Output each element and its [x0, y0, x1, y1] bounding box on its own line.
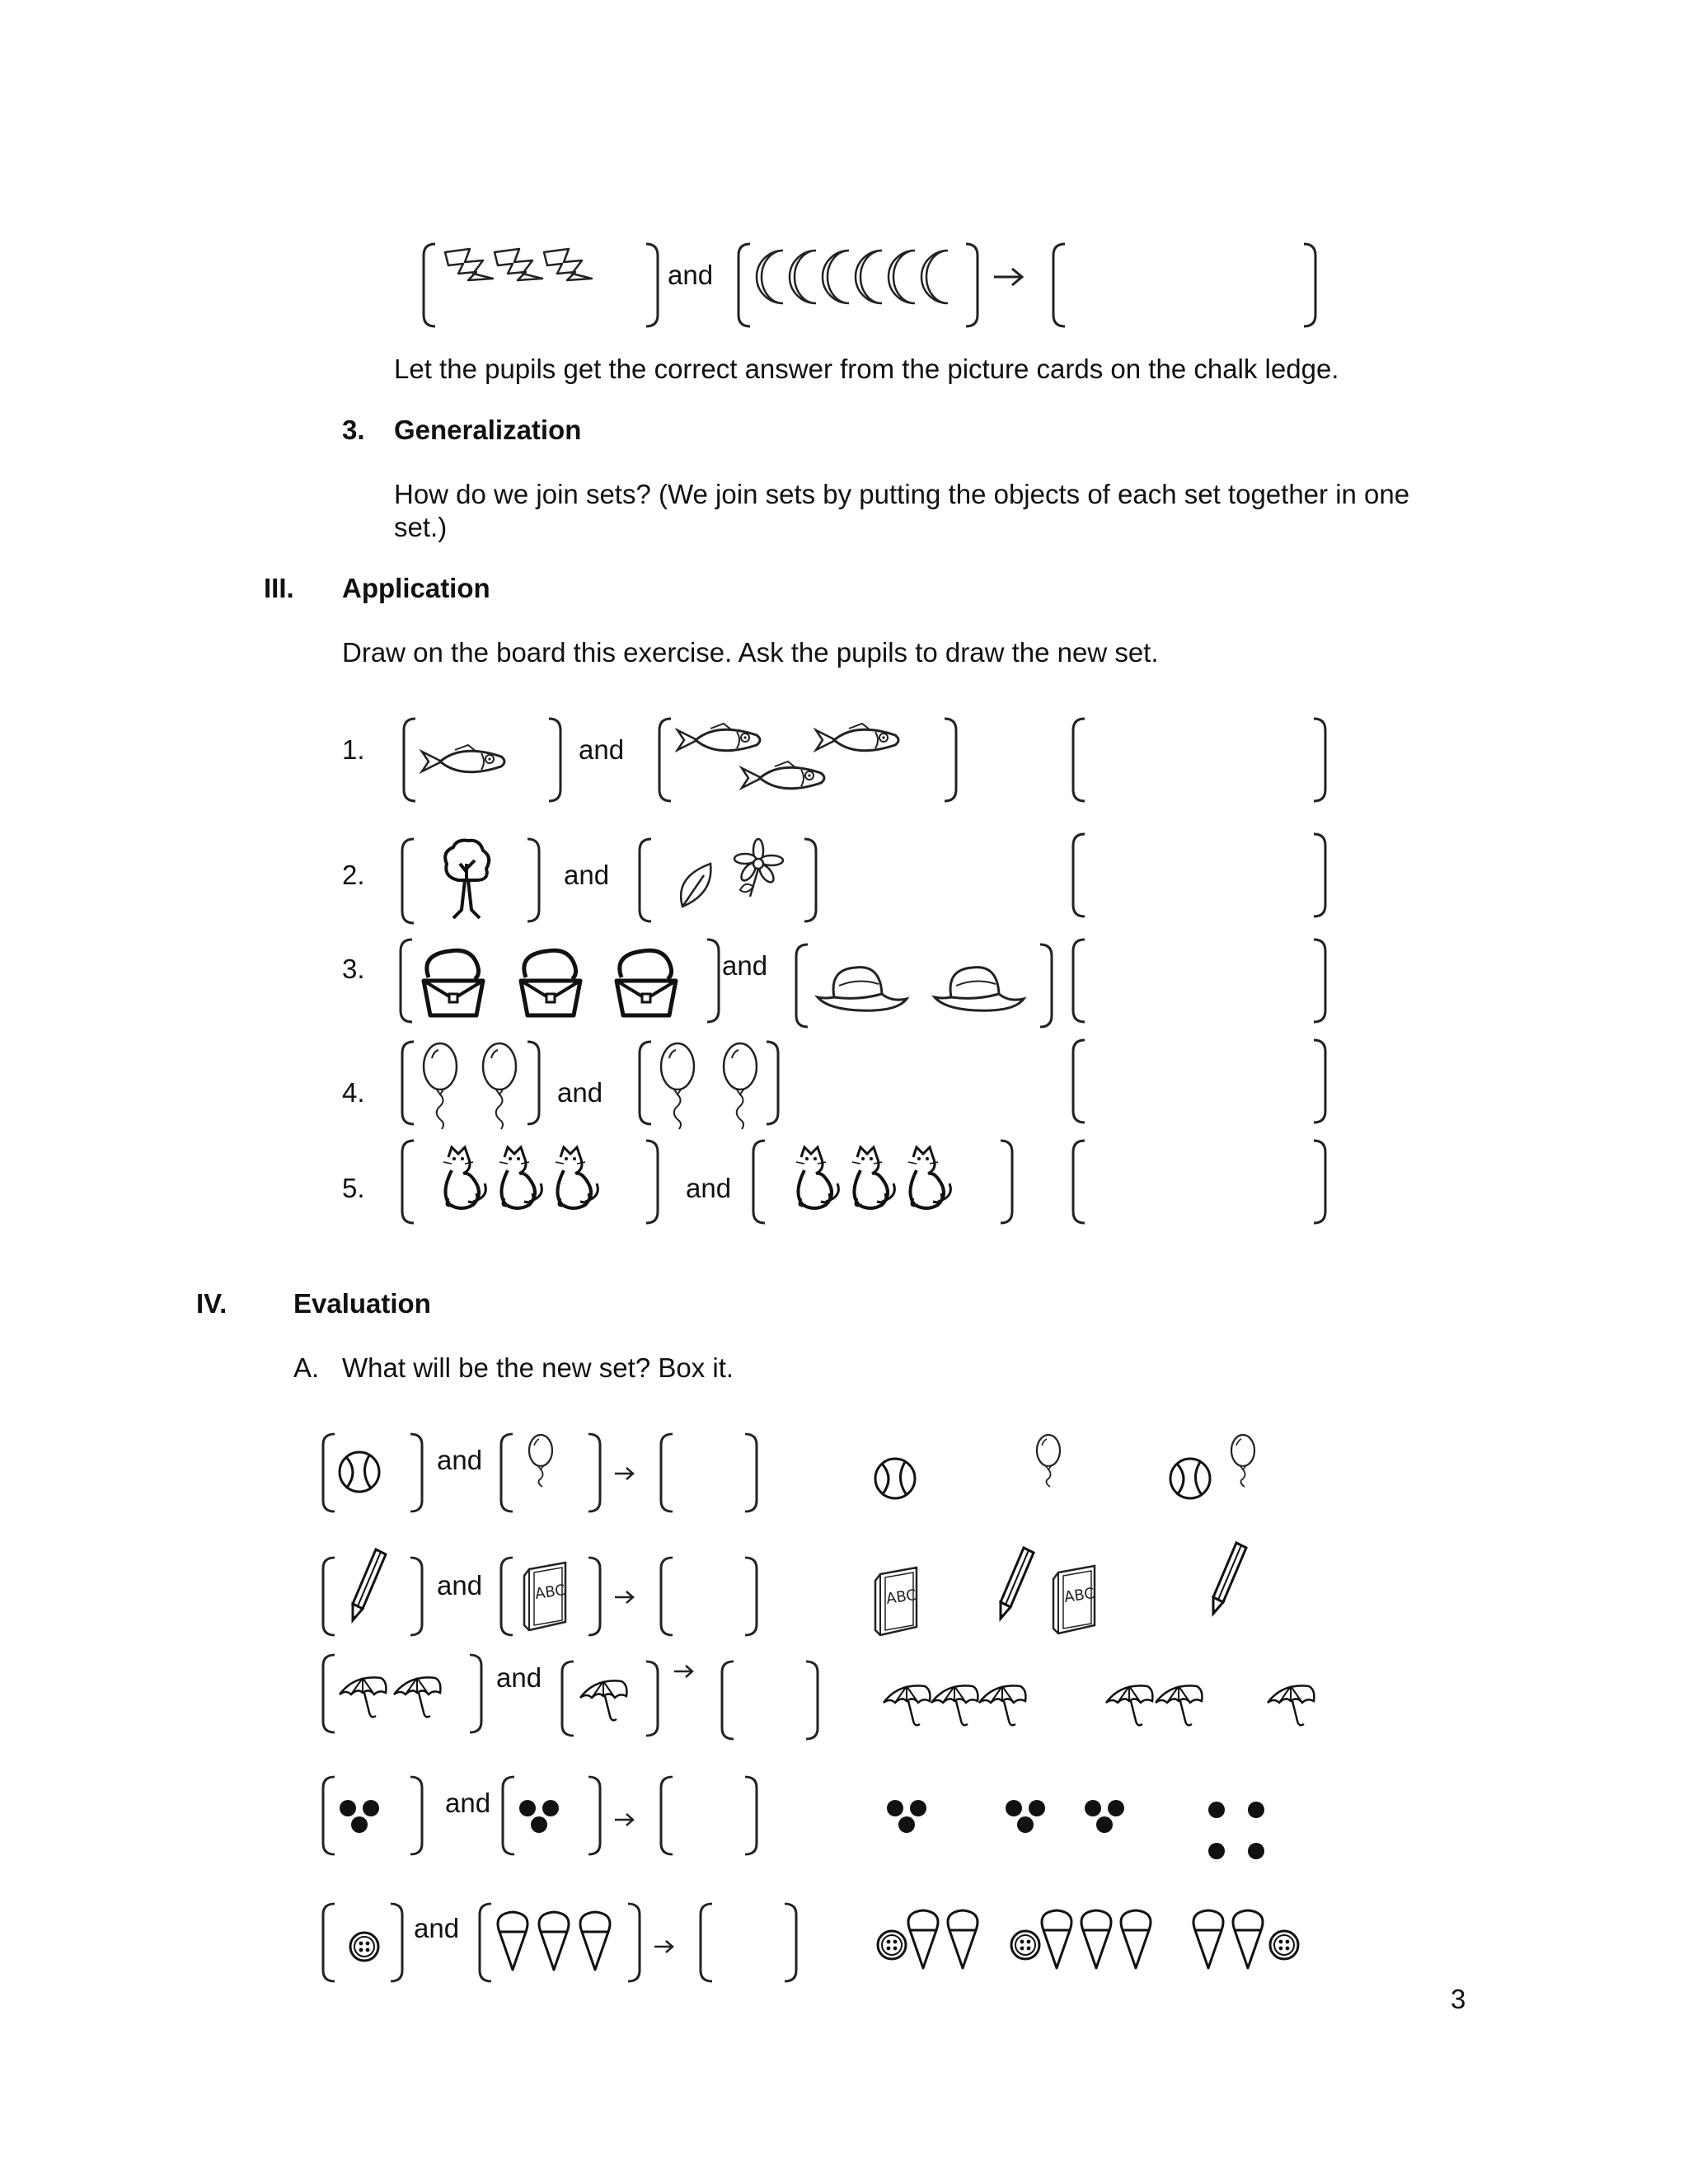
- arrow-icon: [674, 1666, 692, 1677]
- section-numeral: IV.: [196, 1288, 227, 1319]
- answer-choice[interactable]: [1193, 1910, 1298, 1968]
- and-label: and: [579, 734, 625, 765]
- application-item-3: [401, 940, 1325, 1027]
- fish-icon: [678, 724, 898, 789]
- instruction-text: Let the pupils get the correct answer from the picture cards on the chalk ledge.: [394, 354, 1339, 384]
- pencil-icon: [1001, 1548, 1034, 1619]
- dot-group-icon: [1006, 1800, 1124, 1833]
- cat-icon: [443, 1147, 598, 1208]
- answer-choice[interactable]: [884, 1685, 1025, 1725]
- and-label: and: [722, 950, 768, 981]
- generalization-text-continued: set.): [394, 512, 448, 542]
- and-label: and: [445, 1788, 491, 1818]
- answer-choice[interactable]: [1170, 1435, 1254, 1498]
- section-heading: Evaluation: [293, 1288, 431, 1319]
- section-numeral: III.: [264, 573, 294, 603]
- arrow-icon: [654, 1941, 673, 1952]
- page-number: 3: [1451, 1984, 1466, 2014]
- evaluation-row-5: [323, 1904, 1298, 1981]
- dot-group-icon: [340, 1800, 379, 1833]
- dot-group-icon: [519, 1800, 559, 1833]
- arrow-icon: [615, 1468, 633, 1479]
- pencil-icon: [353, 1549, 386, 1620]
- umbrella-icon: [580, 1680, 626, 1720]
- tree-icon: [445, 841, 489, 918]
- application-instruction: Draw on the board this exercise. Ask the pupils to draw the new set.: [342, 637, 1159, 668]
- umbrella-icon: [1268, 1685, 1314, 1725]
- evaluation-row-4: [323, 1777, 1264, 1859]
- application-item-2: [402, 834, 1325, 923]
- cat-icon: [796, 1147, 950, 1208]
- and-label: and: [668, 260, 714, 290]
- arrow-icon: [615, 1591, 633, 1603]
- answer-choice[interactable]: [878, 1910, 978, 1968]
- answer-choice[interactable]: [1213, 1543, 1246, 1614]
- section-number: 3.: [342, 415, 365, 445]
- and-label: and: [496, 1662, 542, 1693]
- part-letter: A.: [293, 1352, 320, 1383]
- purse-icon: [424, 950, 676, 1015]
- umbrella-icon: [340, 1677, 440, 1717]
- book-label: ABC: [884, 1586, 918, 1608]
- section-heading: Application: [342, 573, 490, 603]
- balloon-icon: [1231, 1435, 1254, 1487]
- answer-choice[interactable]: [1006, 1800, 1124, 1833]
- arrow-icon: [994, 269, 1022, 285]
- hat-icon: [818, 968, 1024, 1011]
- ice-cream-cone-icon: [1042, 1910, 1151, 1968]
- balloon-icon: [661, 1043, 757, 1129]
- and-label: and: [557, 1077, 603, 1108]
- button-icon: [1270, 1931, 1298, 1959]
- and-label: and: [437, 1445, 483, 1475]
- dot-group-icon: [887, 1800, 926, 1833]
- intro-equation: [424, 244, 1315, 326]
- evaluation-row-3: [323, 1655, 1314, 1739]
- book-label: ABC: [533, 1582, 567, 1603]
- evaluation-row-1: [323, 1434, 1254, 1511]
- and-label: and: [564, 860, 610, 890]
- balloon-icon: [1037, 1435, 1060, 1487]
- part-instruction: What will be the new set? Box it.: [342, 1352, 734, 1383]
- ice-cream-cone-icon: [1193, 1910, 1263, 1968]
- and-label: and: [414, 1913, 460, 1943]
- answer-choice[interactable]: [887, 1800, 926, 1833]
- ice-cream-cone-icon: [908, 1910, 978, 1968]
- dot-group-icon: [1208, 1802, 1264, 1859]
- item-number: 5.: [342, 1173, 365, 1203]
- answer-choice[interactable]: [1208, 1802, 1264, 1859]
- answer-choice[interactable]: [1268, 1685, 1314, 1725]
- application-item-1: [404, 719, 1325, 801]
- balloon-icon: [529, 1435, 552, 1487]
- pencil-icon: [1213, 1543, 1246, 1614]
- item-number: 4.: [342, 1077, 365, 1108]
- balloon-icon: [424, 1043, 516, 1129]
- button-icon: [1011, 1931, 1039, 1959]
- book-icon: [524, 1563, 566, 1630]
- button-icon: [350, 1933, 378, 1961]
- book-icon: [1053, 1566, 1095, 1633]
- ball-icon: [340, 1452, 379, 1492]
- fish-icon: [422, 745, 504, 772]
- leaf-icon: [681, 864, 710, 907]
- crescent-moon-icon: [757, 251, 948, 303]
- ice-cream-cone-icon: [498, 1912, 610, 1970]
- section-heading: Generalization: [394, 415, 582, 445]
- application-item-4: [402, 1040, 1325, 1129]
- answer-choice[interactable]: [875, 1568, 917, 1635]
- flower-icon: [734, 839, 783, 897]
- item-number: 2.: [342, 860, 365, 890]
- button-icon: [878, 1931, 906, 1959]
- book-label: ABC: [1062, 1585, 1096, 1606]
- and-label: and: [437, 1570, 483, 1601]
- item-number: 1.: [342, 734, 365, 765]
- umbrella-icon: [884, 1685, 1025, 1725]
- ball-icon: [1170, 1459, 1210, 1498]
- answer-choice[interactable]: [875, 1459, 915, 1498]
- lightning-icon: [445, 249, 592, 280]
- generalization-text: How do we join sets? (We join sets by putting the objects of each set together in one: [394, 479, 1410, 509]
- answer-choice[interactable]: [1037, 1435, 1060, 1487]
- application-item-5: [402, 1141, 1325, 1223]
- item-number: 3.: [342, 954, 365, 984]
- answer-choice[interactable]: [1106, 1685, 1202, 1725]
- answer-choice[interactable]: [1011, 1910, 1151, 1968]
- answer-choice[interactable]: [1001, 1548, 1095, 1633]
- ball-icon: [875, 1459, 915, 1498]
- evaluation-row-2: [323, 1543, 1246, 1635]
- book-icon: [875, 1568, 917, 1635]
- umbrella-icon: [1106, 1685, 1202, 1725]
- arrow-icon: [615, 1814, 633, 1825]
- and-label: and: [686, 1173, 732, 1203]
